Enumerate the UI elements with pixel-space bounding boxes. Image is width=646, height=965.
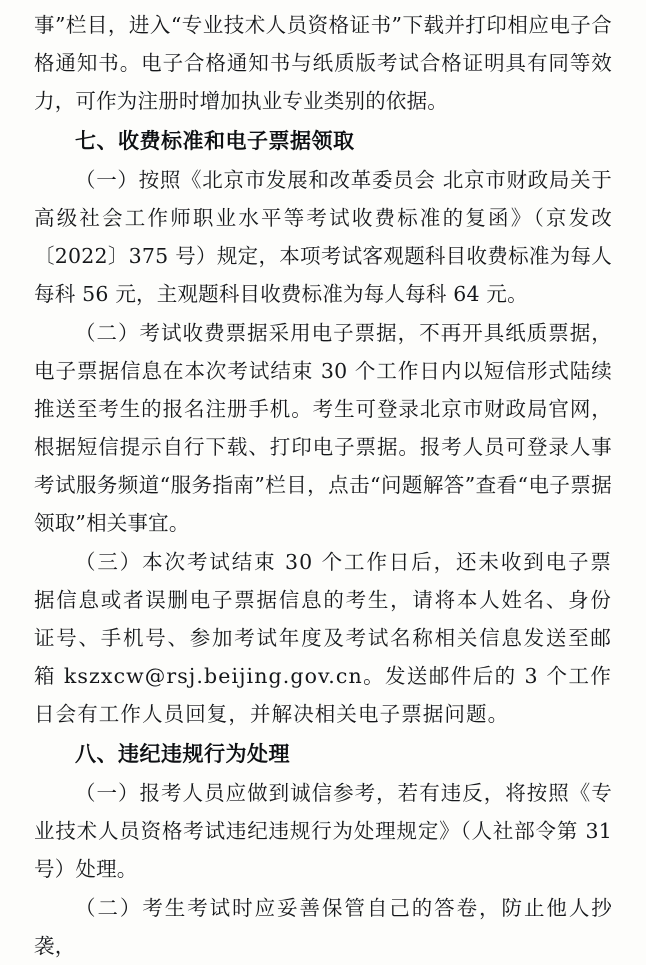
paragraph-7-2: （二）考试收费票据采用电子票据，不再开具纸质票据，电子票据信息在本次考试结束 30 个工作日内以短信形式陆续推送至考生的报名注册手机。考生可登录北京市财政局官网，根据短信提示自行下载、打印电子票据。报考人员可登录人事考试服务频道“服务指南”栏目，点击“问题解答”查看“电子票据领取”相关事宜。 [34,321,612,535]
paragraph-8-2: （二）考生考试时应妥善保管自己的答卷，防止他人抄袭， [34,896,612,958]
paragraph-7-1: （一）按照《北京市发展和改革委员会 北京市财政局关于高级社会工作师职业水平等考试收费标准的复函》（京发改〔2022〕375 号）规定，本项考试客观题科目收费标准为每人每科 56 元，主观题科目收费标准为每人每科 64 元。 [34,168,612,306]
paragraph-8-1: （一）报考人员应做到诚信参考，若有违反，将按照《专业技术人员资格考试违纪违规行为处理规定》（人社部令第 31 号）处理。 [34,781,612,881]
section-heading-eight: 八、违纪违规行为处理 [75,742,290,766]
paragraph-continued: 事”栏目，进入“专业技术人员资格证书”下载并打印相应电子合格通知书。电子合格通知书与纸质版考试合格证明具有同等效力，可作为注册时增加执业专业类别的依据。 [34,13,612,113]
section-heading-seven: 七、收费标准和电子票据领取 [75,129,355,153]
paragraph-7-3: （三）本次考试结束 30 个工作日后，还未收到电子票据信息或者误删电子票据信息的考生，请将本人姓名、身份证号、手机号、参加考试年度及考试名称相关信息发送至邮箱 kszxcw@rsj.beijing.gov.cn。发送邮件后的 3 个工作日会有工作人员回复，并解决相关电子票据问题。 [34,550,612,726]
